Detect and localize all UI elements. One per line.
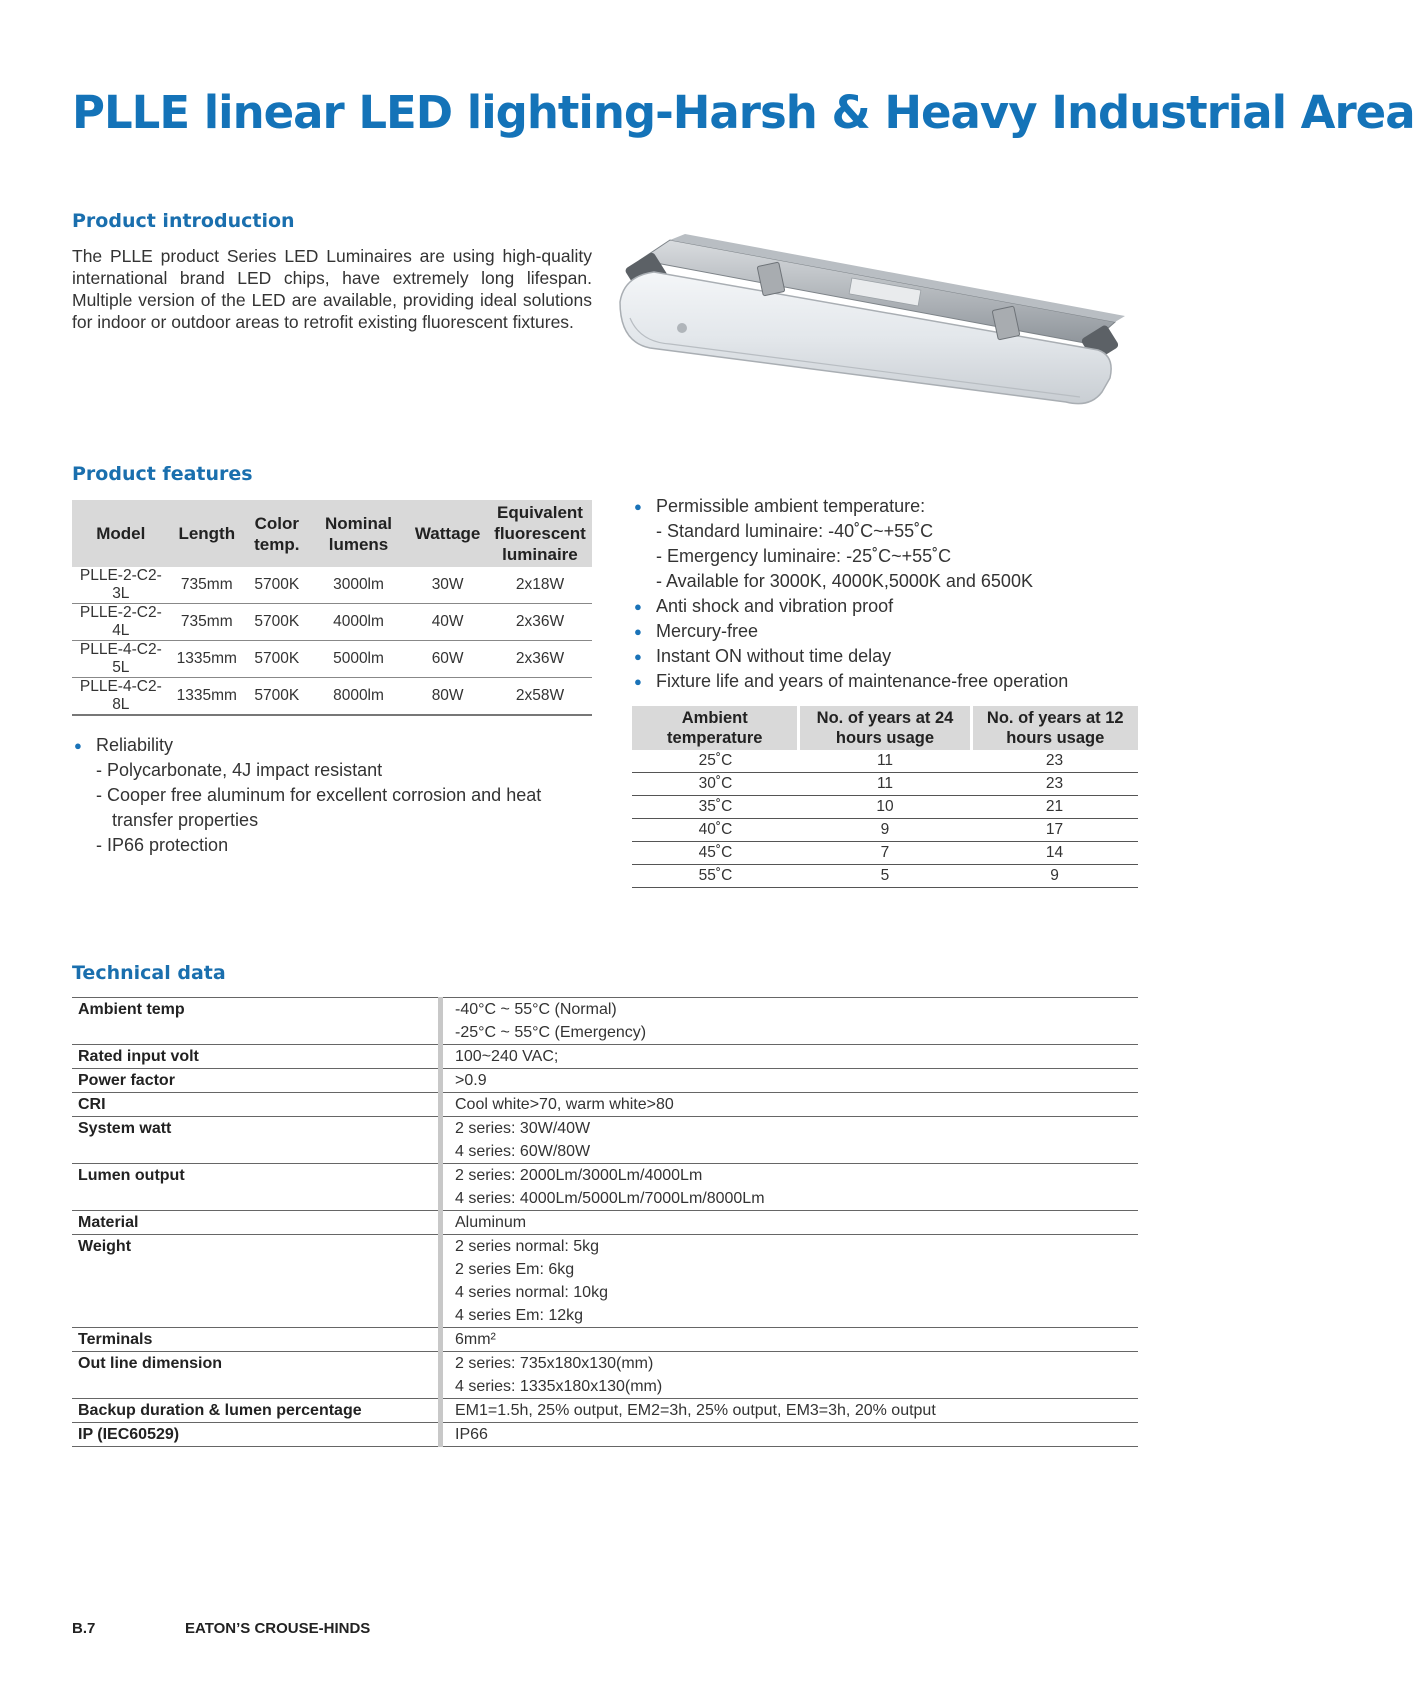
table-row [72,604,592,641]
value-line: -25°C ~ 55°C (Emergency) [455,1024,647,1041]
col-wattage: Wattage [407,500,488,567]
page-number: B.7 [72,1620,96,1637]
luminaire-image [610,232,1140,432]
cell: 5700K [244,678,310,716]
cell: 11 [799,773,971,796]
col-color-temp: Color temp. [244,500,310,567]
table-row [72,641,592,678]
cell: 2x18W [488,567,592,604]
table-row [72,678,592,716]
cell: 45˚C [632,842,799,865]
cell: PLLE-2-C2-3L [72,567,170,604]
cell: PLLE-4-C2-8L [72,678,170,716]
tech-row [72,1045,1138,1069]
tech-label: Power factor [72,1069,441,1093]
col-12h: No. of years at 12 hours usage [971,706,1138,750]
life-table-header [632,706,1138,750]
cell: 4000lm [310,604,408,641]
bullet-feature: ● Instant ON without time delay [632,644,1152,669]
technical-heading: Technical data [72,962,226,984]
sub-item: - IP66 protection [96,835,229,855]
tech-label: Terminals [72,1328,441,1352]
cell: 11 [799,750,971,773]
cell: 23 [971,773,1138,796]
cell: 5700K [244,567,310,604]
tech-value [441,1211,1139,1235]
page-title: PLLE linear LED lighting-Harsh & Heavy Industrial Area [72,86,1415,139]
cell: 55˚C [632,865,799,888]
table-row [632,773,1138,796]
value-line: 2 series: 30W/40W [455,1120,591,1137]
value-line: Cool white>70, warm white>80 [455,1096,674,1113]
sub-item: - Polycarbonate, 4J impact resistant [96,760,383,780]
tech-row [72,1399,1138,1423]
cell: 14 [971,842,1138,865]
tech-value [441,998,1139,1045]
cell: 1335mm [170,678,244,716]
value-line: 2 series Em: 6kg [455,1261,575,1278]
value-line: 100~240 VAC; [455,1048,559,1065]
cell: 3000lm [310,567,408,604]
cell: 735mm [170,567,244,604]
technical-table [72,997,1138,1447]
tech-value [441,1328,1139,1352]
tech-label: System watt [72,1117,441,1164]
cell: 17 [971,819,1138,842]
col-24h: No. of years at 24 hours usage [799,706,971,750]
table-row [632,842,1138,865]
cell: 35˚C [632,796,799,819]
col-equivalent: Equivalent fluorescent luminaire [488,500,592,567]
value-line: 6mm² [455,1331,496,1348]
tech-row [72,1211,1138,1235]
value-line: 4 series: 1335x180x130(mm) [455,1378,663,1395]
tech-label: Material [72,1211,441,1235]
reliability-list [72,733,592,858]
tech-row [72,1093,1138,1117]
tech-label: Rated input volt [72,1045,441,1069]
cell: 30W [407,567,488,604]
cell: 5700K [244,604,310,641]
tech-label: Ambient temp [72,998,441,1045]
bullet-feature: ● Anti shock and vibration proof [632,594,1152,619]
value-line: 4 series: 4000Lm/5000Lm/7000Lm/8000Lm [455,1190,765,1207]
tech-value [441,1423,1139,1447]
cell: 2x36W [488,604,592,641]
value-line: 2 series normal: 5kg [455,1238,600,1255]
tech-label: Out line dimension [72,1352,441,1399]
tech-label: Lumen output [72,1164,441,1211]
bullet-feature: ● Fixture life and years of maintenance-free operation [632,669,1152,694]
tech-value [441,1045,1139,1069]
bullet-feature: ● Mercury-free [632,619,1152,644]
cell: PLLE-4-C2-5L [72,641,170,678]
tech-label: IP (IEC60529) [72,1423,441,1447]
tech-row [72,1069,1138,1093]
tech-value [441,1117,1139,1164]
tech-value [441,1093,1139,1117]
value-line: 4 series: 60W/80W [455,1143,591,1160]
tech-value [441,1235,1139,1328]
brand-name: EATON’S CROUSE-HINDS [185,1620,371,1637]
features-heading: Product features [72,463,253,485]
table-row [632,796,1138,819]
tech-row [72,1164,1138,1211]
cell: 2x58W [488,678,592,716]
tech-label: CRI [72,1093,441,1117]
col-nominal-lumens: Nominal lumens [310,500,408,567]
value-line: 4 series normal: 10kg [455,1284,608,1301]
value-line: 2 series: 735x180x130(mm) [455,1355,654,1372]
col-length: Length [170,500,244,567]
intro-heading: Product introduction [72,210,295,232]
tech-value [441,1069,1139,1093]
value-line: >0.9 [455,1072,487,1089]
cell: 1335mm [170,641,244,678]
models-table-header [72,500,592,567]
tech-label: Weight [72,1235,441,1328]
value-line: 2 series: 2000Lm/3000Lm/4000Lm [455,1167,703,1184]
cell: 8000lm [310,678,408,716]
sub-item: - Available for 3000K, 4000K,5000K and 6500K [656,571,1033,591]
table-row [632,750,1138,773]
cell: 9 [799,819,971,842]
tech-value [441,1352,1139,1399]
cell: 40˚C [632,819,799,842]
value-line: IP66 [455,1426,488,1443]
value-line: EM1=1.5h, 25% output, EM2=3h, 25% output, EM3=3h, 20% output [455,1402,936,1419]
cell: 2x36W [488,641,592,678]
sub-item: - Emergency luminaire: -25˚C~+55˚C [656,546,952,566]
tech-value [441,1399,1139,1423]
tech-row [72,1235,1138,1328]
models-table [72,500,592,716]
cell: 5 [799,865,971,888]
value-line: 4 series Em: 12kg [455,1307,584,1324]
cell: 40W [407,604,488,641]
sub-item: - Standard luminaire: -40˚C~+55˚C [656,521,934,541]
life-table [632,706,1138,888]
table-row [632,865,1138,888]
table-row [72,567,592,604]
bullet-ambient-temp: ● Permissible ambient temperature: [632,494,1152,519]
cell: 5000lm [310,641,408,678]
intro-paragraph: The PLLE product Series LED Luminaires are using high-quality international brand LED chips, have extremely long lifespan. Multiple version of the LED are available, providing ideal solutions for indoor or outdoor areas to retrofit existing fluorescent fixtures. [72,246,592,332]
value-line: -40°C ~ 55°C (Normal) [455,1001,617,1018]
cell: 7 [799,842,971,865]
col-model: Model [72,500,170,567]
tech-row [72,1352,1138,1399]
cell: PLLE-2-C2-4L [72,604,170,641]
tech-row [72,1328,1138,1352]
sub-item: - Cooper free aluminum for excellent corrosion and heat transfer properties [96,785,542,830]
cell: 80W [407,678,488,716]
cell: 10 [799,796,971,819]
features-list [632,494,1152,694]
tech-value [441,1164,1139,1211]
cell: 60W [407,641,488,678]
cell: 5700K [244,641,310,678]
cell: 9 [971,865,1138,888]
tech-row [72,998,1138,1045]
tech-label: Backup duration & lumen percentage [72,1399,441,1423]
cell: 30˚C [632,773,799,796]
bullet-reliability: ● Reliability [72,733,592,758]
value-line: Aluminum [455,1214,527,1231]
cell: 25˚C [632,750,799,773]
tech-row [72,1423,1138,1447]
cell: 21 [971,796,1138,819]
cell: 23 [971,750,1138,773]
table-row [632,819,1138,842]
tech-row [72,1117,1138,1164]
cell: 735mm [170,604,244,641]
col-ambient: Ambient temperature [632,706,799,750]
